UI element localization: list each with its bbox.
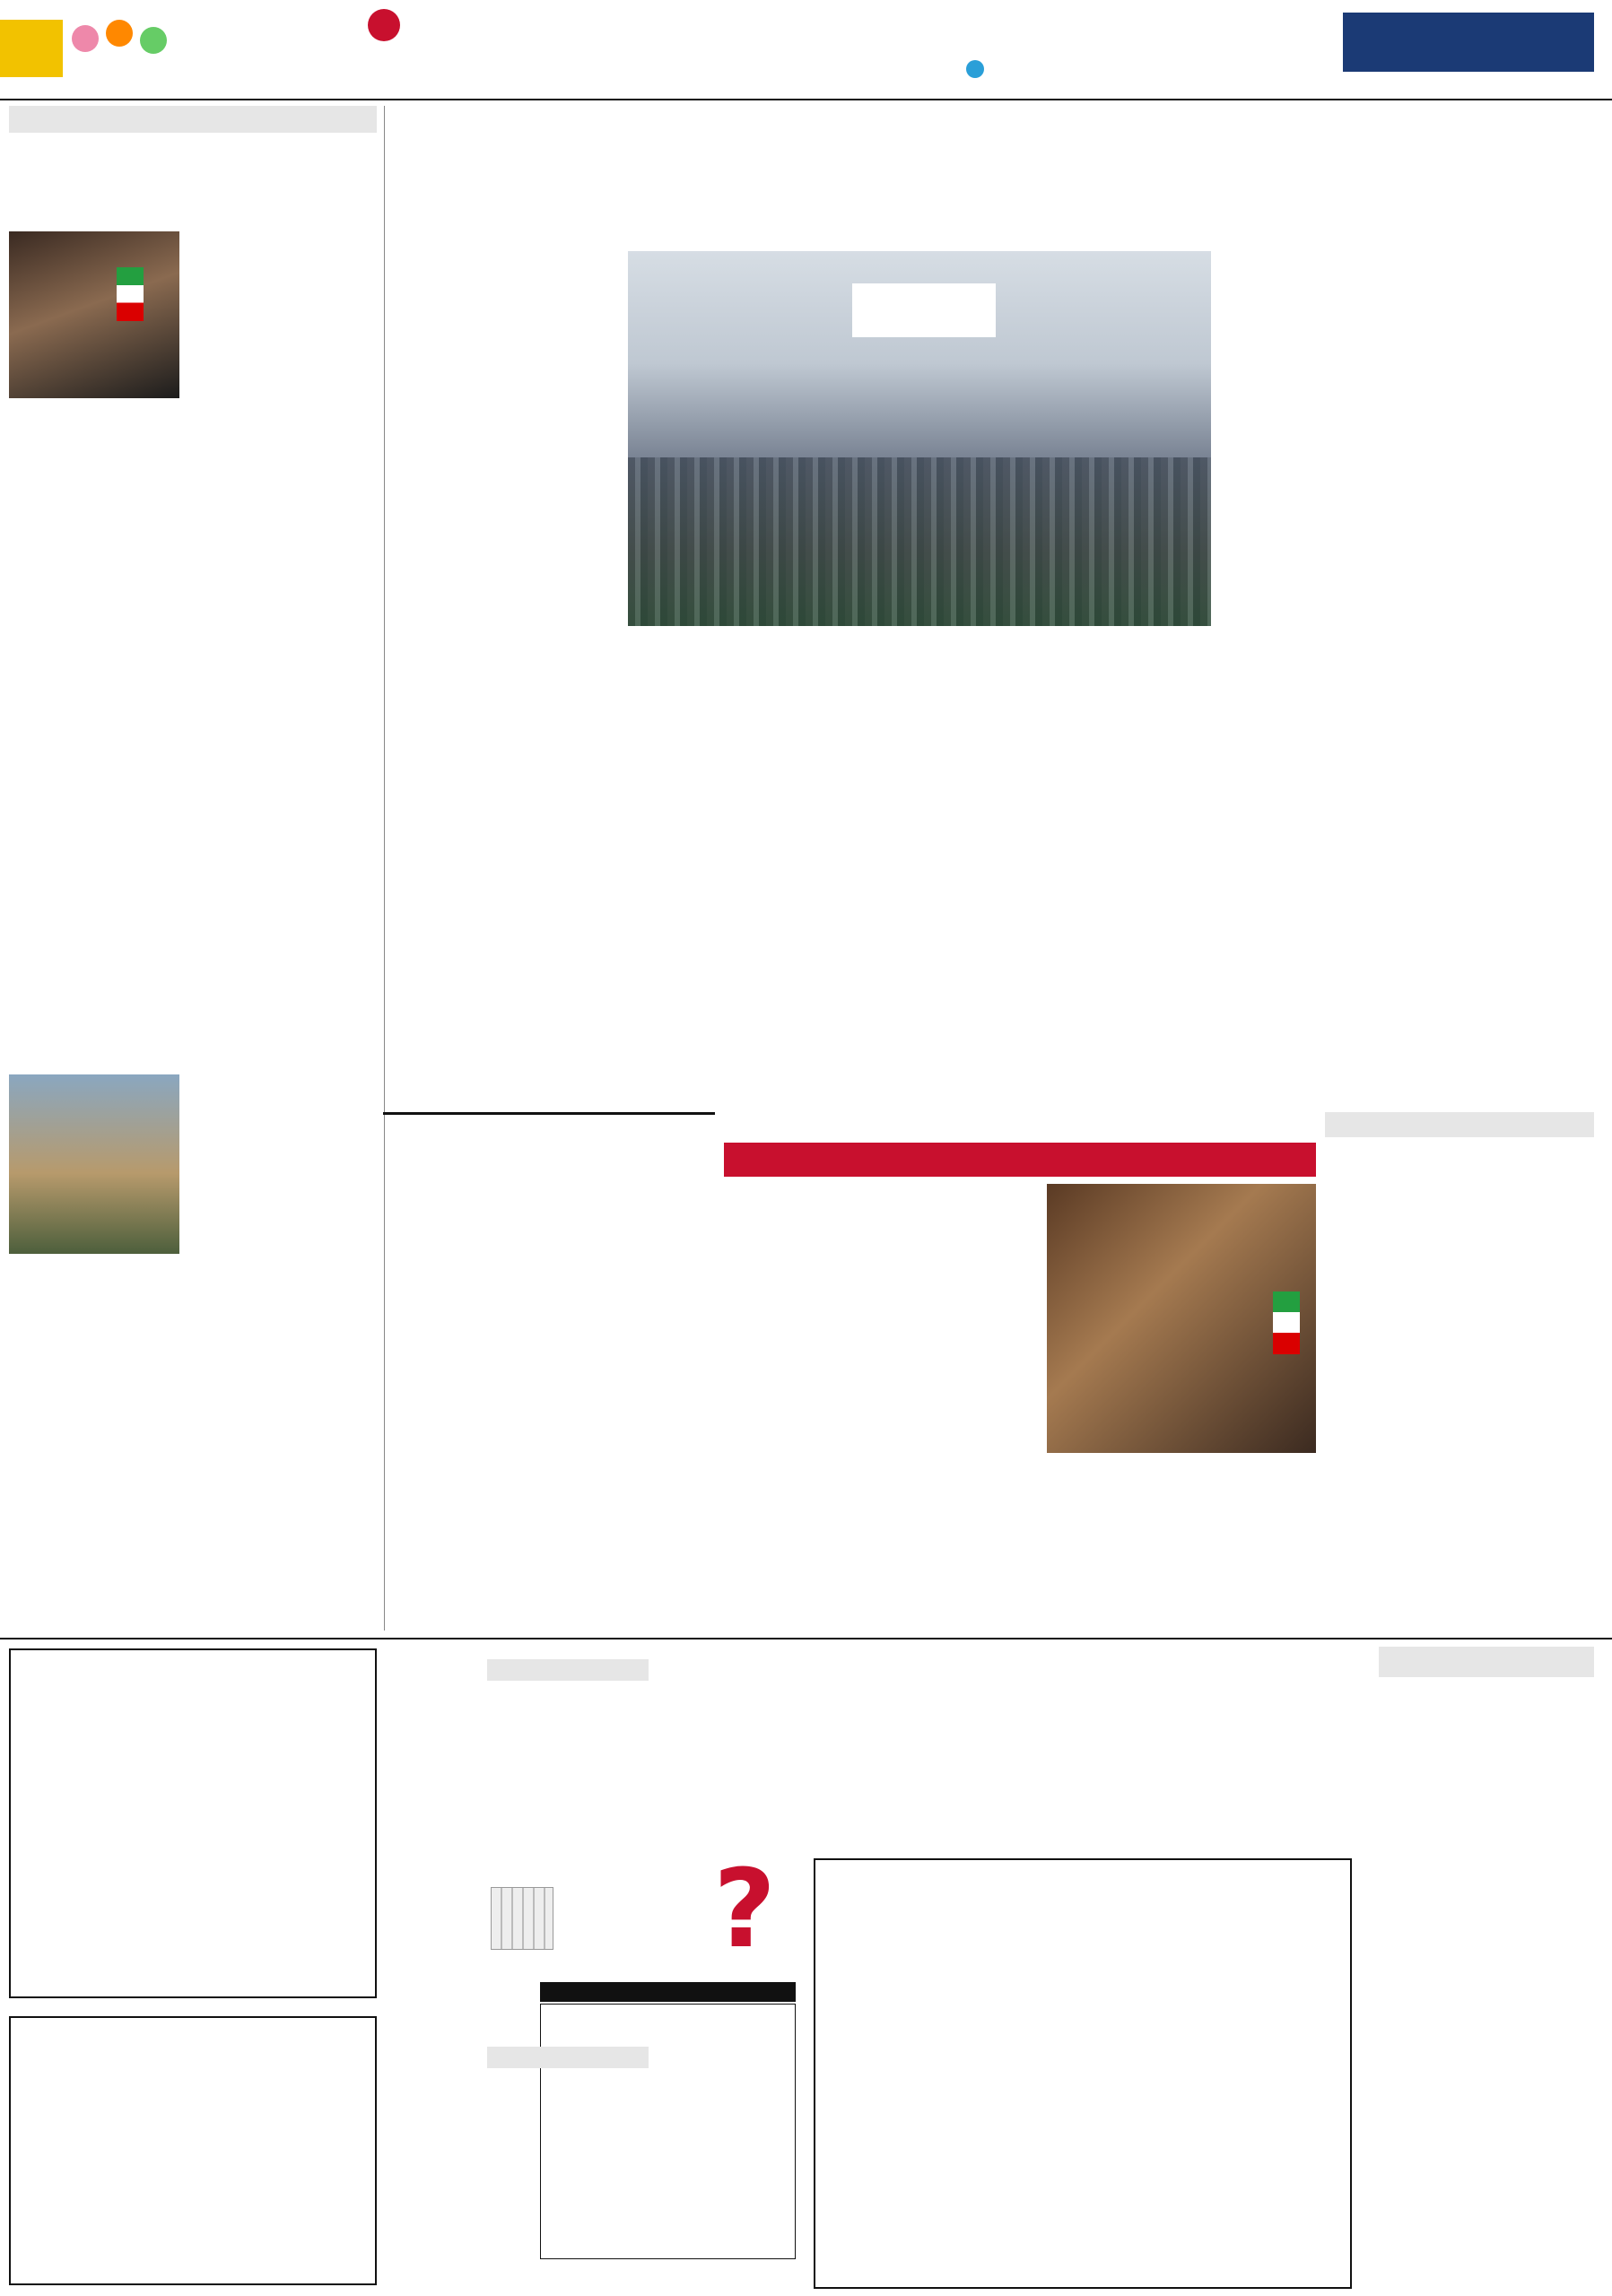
sudoku-hard-grid[interactable] [9,2016,377,2285]
music-icon [140,27,167,54]
answer-sudoku-hard-label [661,1812,679,1946]
crossword-col-numbers [814,1835,1352,1855]
puzzle-question-icon: ? [713,1848,776,1972]
water-body [383,1141,715,1629]
photo-dubai-sign [852,283,996,337]
masthead-logo [1343,13,1594,72]
sudoku-easy-label [487,1659,649,1681]
answer-title [540,1982,796,2002]
crossword-horizontal [1379,1699,1594,1923]
telegram-icon [966,60,984,78]
main-col3b [805,674,980,1092]
water-title [383,1112,715,1118]
crossword-grid[interactable] [814,1858,1352,2289]
sudoku-rules [487,1767,649,1883]
report2-body [1325,1144,1594,1629]
email-icon [368,9,400,41]
main-col1 [1343,239,1594,736]
golestan-body [9,1074,377,1629]
news-body [9,231,377,1003]
museum-caption [1047,1458,1316,1629]
main-col3c [1172,635,1334,1092]
sudoku-intro [487,2138,649,2273]
answer-sudoku-easy-label [661,1656,679,1790]
sudoku-easy-grid[interactable] [9,1648,377,1998]
theater-icon [106,20,133,47]
palette-icon [72,25,99,52]
museum-body1 [885,1184,1038,1629]
page-number [0,20,63,77]
museum-body2 [724,1184,876,1629]
sudoku-hard-label [487,2047,649,2068]
museum-flag-icon [1273,1292,1300,1354]
crossword-title [1379,1647,1594,1677]
crossword-notes [814,1647,1370,1826]
main-col2b [401,549,796,1092]
main-col3a [989,674,1163,1092]
main-col1b [1343,759,1594,1092]
museum-title [724,1143,1316,1177]
report2-label [1325,1112,1594,1137]
news-label [9,106,377,133]
crossword-vertical [1379,1941,1594,2291]
museum-photo [1047,1184,1316,1453]
section-icons [72,16,170,70]
telegram-link[interactable] [733,59,984,78]
sudoku-cube-icon [491,1887,553,1950]
puzzles-divider [0,1638,1612,1639]
crossword-row-numbers [1352,1858,1370,2289]
main-col2 [401,239,616,526]
masthead [0,0,1612,100]
